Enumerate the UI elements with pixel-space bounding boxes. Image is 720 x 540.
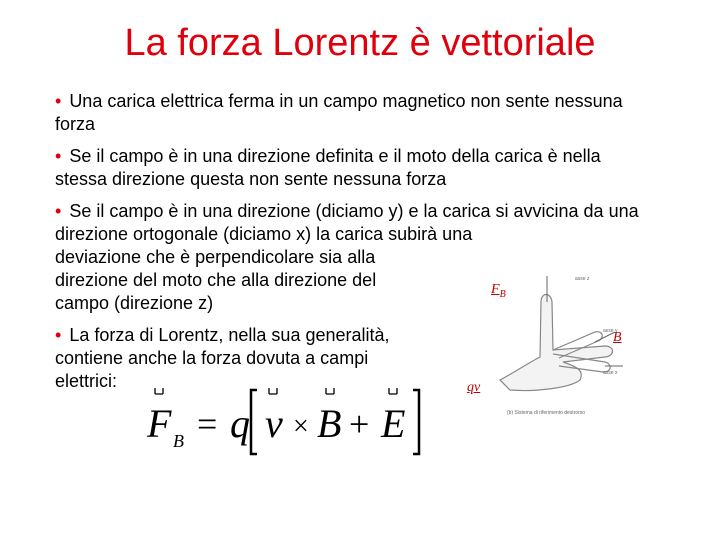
bullet-dot: • <box>55 146 62 166</box>
bullet-3-line-c: campo (direzione z) <box>55 293 214 313</box>
axis-x-tiny-label: asse x <box>603 370 618 376</box>
formula-svg <box>145 382 435 462</box>
bullet-3-text: Se il campo è in una direzione (diciamo y) e la carica si avvicina da una direzione ortogonale (diciamo x) la carica subirà una <box>55 201 639 244</box>
formula-vector-arrows <box>155 388 397 394</box>
hand-illustration <box>455 262 645 432</box>
right-hand-rule-figure <box>455 262 645 432</box>
axis-y-tiny-label: asse y <box>603 328 618 334</box>
formula-lhs: F <box>147 401 172 446</box>
bullet-1-text: Una carica elettrica ferma in un campo magnetico non sente nessuna forza <box>55 91 623 134</box>
label-velocity: qv <box>467 380 481 395</box>
label-force-letter: F <box>491 282 500 297</box>
formula-cross: × <box>293 411 309 442</box>
label-force <box>491 282 506 300</box>
bullet-4-line-b: contiene anche la forza dovuta a campi <box>55 348 369 368</box>
axis-z-tiny-label: asse z <box>575 276 590 282</box>
bullet-4-line-a: La forza di Lorentz, nella sua generalità, <box>69 325 390 345</box>
bullet-dot: • <box>55 325 62 345</box>
formula-left-bracket <box>251 390 257 454</box>
bullet-3-line-a: deviazione che è perpendicolare sia alla <box>55 247 376 267</box>
formula-charge: q <box>230 401 250 446</box>
formula-velocity: v <box>265 401 283 446</box>
bullet-2 <box>55 145 655 191</box>
bullet-dot: • <box>55 91 62 111</box>
figure-caption: (b) Sistema di riferimento destrorso <box>507 410 586 416</box>
bullet-1 <box>55 90 655 136</box>
lorentz-formula <box>145 382 435 462</box>
bullet-dot: • <box>55 201 62 221</box>
formula-equals: = <box>197 404 218 444</box>
bullet-2-text: Se il campo è in una direzione definita e il moto della carica è nella stessa direzione questa non sente nessuna forza <box>55 146 601 189</box>
label-field-b: B <box>613 330 622 345</box>
formula-field-b: B <box>317 401 342 446</box>
formula-lhs-sub: B <box>173 431 184 451</box>
formula-field-e: E <box>381 401 406 446</box>
label-force-sub: B <box>499 288 506 300</box>
bullet-4-line-c: elettrici: <box>55 371 118 391</box>
formula-right-bracket <box>413 390 419 454</box>
slide-title: La forza Lorentz è vettoriale <box>124 22 596 64</box>
bullet-3-line-b: direzione del moto che alla direzione del <box>55 270 377 290</box>
formula-plus: + <box>349 404 370 444</box>
